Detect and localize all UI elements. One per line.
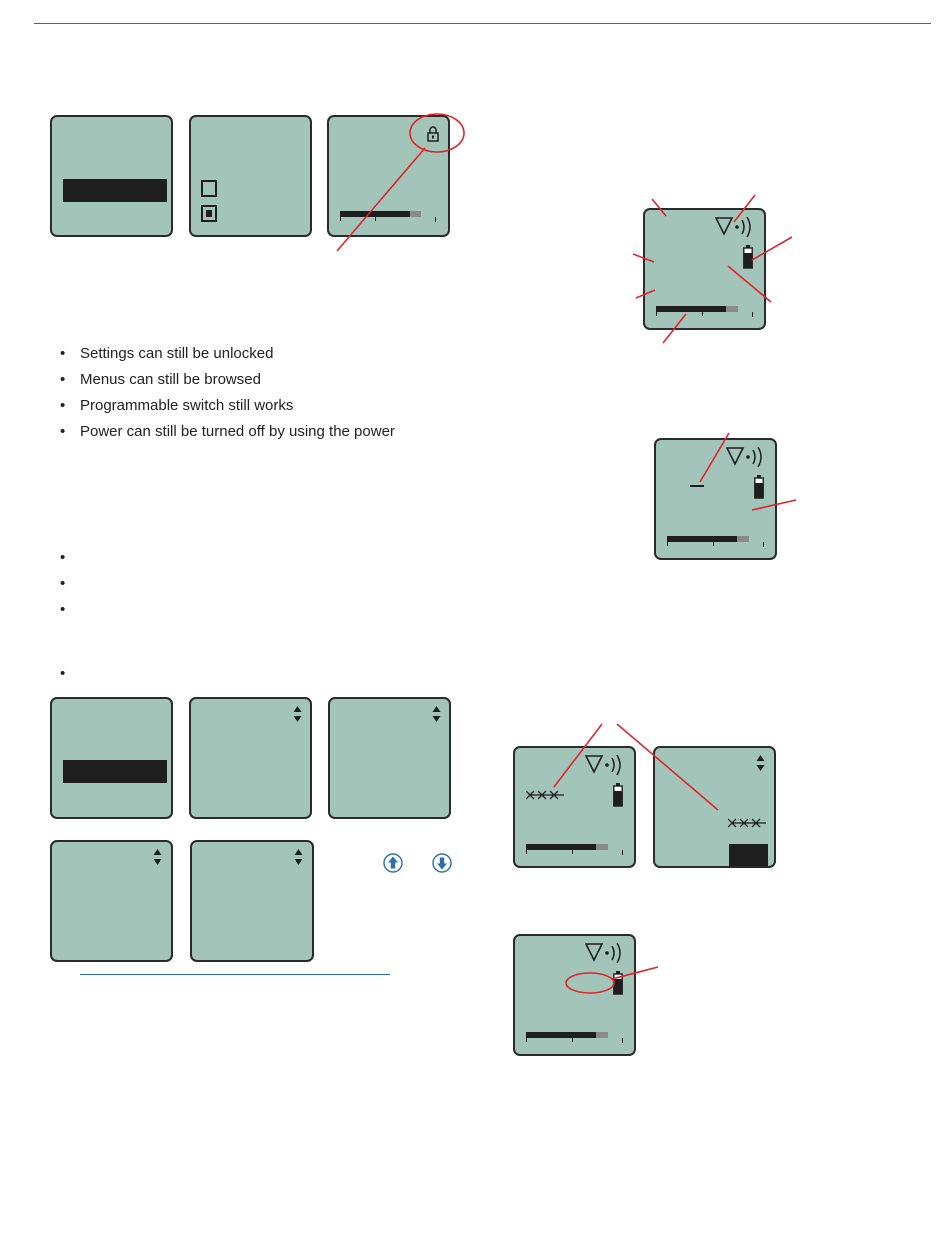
empty-bullet: • bbox=[60, 665, 66, 682]
list-item: • Settings can still be unlocked bbox=[60, 344, 395, 370]
antenna-signal-icon bbox=[726, 446, 768, 468]
empty-bullet: • bbox=[60, 575, 66, 592]
lcd-cursor-display bbox=[654, 438, 777, 560]
level-meter bbox=[526, 1032, 610, 1042]
level-meter bbox=[656, 306, 740, 316]
antenna-signal-icon bbox=[715, 216, 757, 238]
highlight-bar bbox=[63, 760, 167, 783]
lock-icon bbox=[427, 126, 439, 142]
empty-bullet: • bbox=[60, 549, 66, 566]
highlight-bar bbox=[63, 179, 167, 202]
link-rule bbox=[80, 974, 390, 975]
up-down-arrow-icon bbox=[432, 705, 441, 723]
list-item: • Menus can still be browsed bbox=[60, 370, 395, 396]
lcd-menu-scroll-3 bbox=[50, 840, 173, 962]
lcd-standard-display bbox=[643, 208, 766, 330]
list-item: • Power can still be turned off by using the power bbox=[60, 422, 395, 448]
header-rule bbox=[34, 23, 931, 24]
sync-connection-icon bbox=[526, 790, 566, 800]
empty-bullet: • bbox=[60, 601, 66, 618]
antenna-signal-icon bbox=[585, 754, 627, 776]
battery-icon bbox=[754, 475, 764, 499]
arrow-down-button-icon[interactable] bbox=[432, 853, 452, 873]
level-meter bbox=[667, 536, 751, 546]
level-meter bbox=[526, 844, 610, 854]
lcd-menu-scroll-4 bbox=[190, 840, 314, 962]
lcd-sync-status bbox=[513, 746, 636, 868]
up-down-arrow-icon bbox=[293, 705, 302, 723]
sync-connection-icon bbox=[728, 818, 768, 828]
battery-icon bbox=[743, 245, 753, 269]
level-meter bbox=[340, 211, 422, 221]
battery-icon bbox=[613, 783, 623, 807]
list-item: • Programmable switch still works bbox=[60, 396, 395, 422]
up-down-arrow-icon bbox=[153, 848, 162, 866]
lcd-menu-highlight-2 bbox=[50, 697, 173, 819]
checkbox-icon bbox=[201, 180, 217, 197]
up-down-arrow-icon bbox=[294, 848, 303, 866]
selected-softkey bbox=[729, 844, 768, 866]
antenna-signal-icon bbox=[585, 942, 627, 964]
arrow-up-button-icon[interactable] bbox=[383, 853, 403, 873]
lcd-locked bbox=[327, 115, 450, 237]
lcd-sync-menu bbox=[653, 746, 776, 868]
lcd-warning-display bbox=[513, 934, 636, 1056]
cursor-underscore bbox=[690, 485, 704, 487]
battery-icon bbox=[613, 971, 623, 995]
lcd-menu-scroll-1 bbox=[189, 697, 312, 819]
lcd-checkbox-options bbox=[189, 115, 312, 237]
up-down-arrow-icon bbox=[756, 754, 765, 772]
lcd-menu-scroll-2 bbox=[328, 697, 451, 819]
checkbox-checked-icon bbox=[201, 205, 217, 222]
lcd-menu-highlight bbox=[50, 115, 173, 237]
locked-features-list bbox=[60, 344, 395, 448]
